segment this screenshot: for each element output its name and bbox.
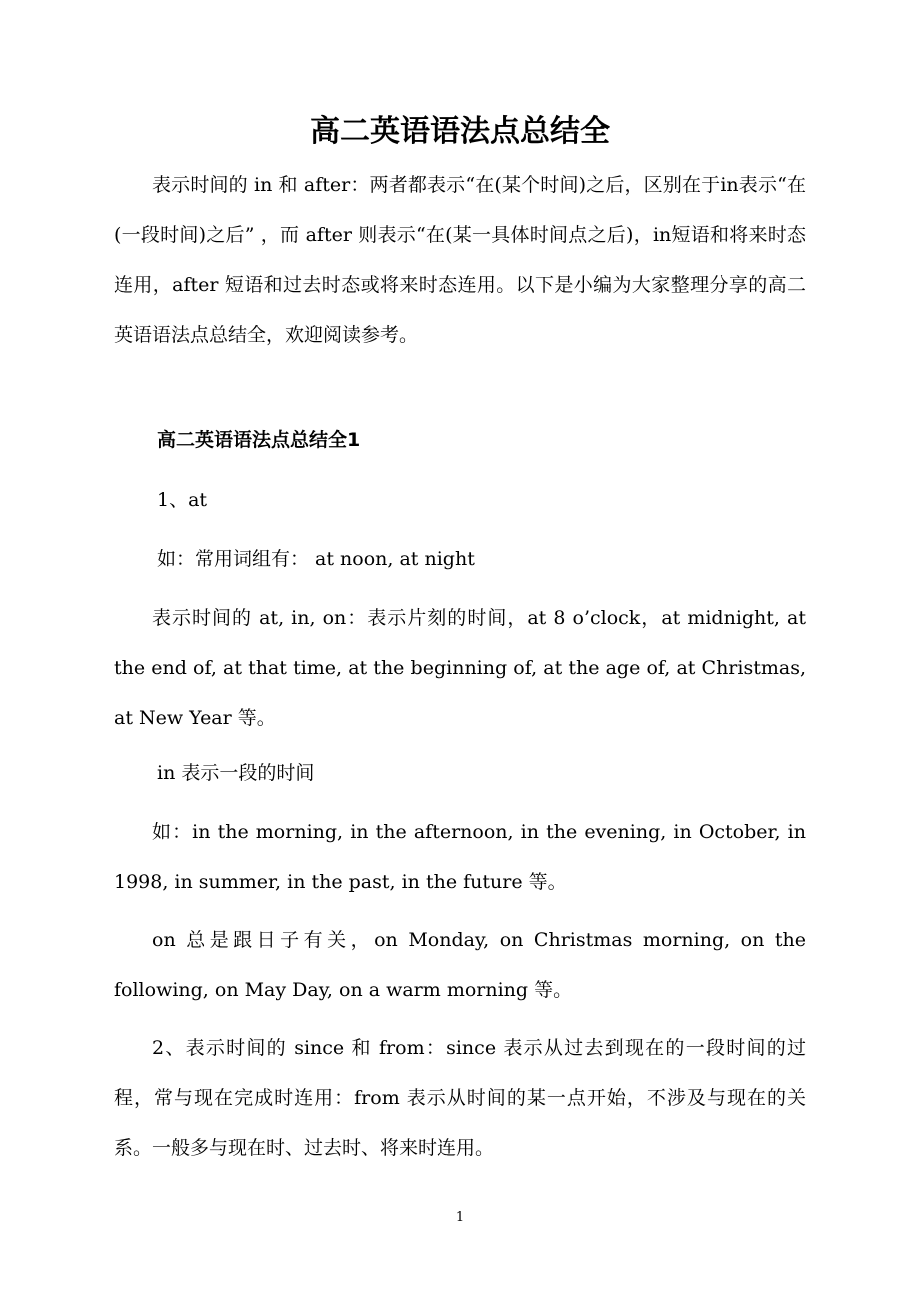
example-at-line: 如：常用词组有： at noon, at night bbox=[157, 548, 475, 570]
at-in-on-paragraph: 表示时间的 at, in, on：表示片刻的时间，at 8 o’clock，at midnight, at the end of, at that time, at the beginning of, at the age of, at Christmas, at New Year 等。 bbox=[114, 607, 806, 729]
page-number: 1 bbox=[455, 1210, 465, 1225]
section-heading: 高二英语语法点总结全1 bbox=[157, 429, 361, 451]
since-from-paragraph: 2、表示时间的 since 和 from：since 表示从过去到现在的一段时间的过程，常与现在完成时连用：from 表示从时间的某一点开始，不涉及与现在的关系。一般多与现在时、过去时、将来时连用。 bbox=[114, 1037, 806, 1159]
in-label-line: in 表示一段的时间 bbox=[157, 762, 315, 784]
intro-paragraph: 表示时间的 in 和 after：两者都表示“在(某个时间)之后，区别在于in表示“在(一段时间)之后” ，而 after 则表示“在(某一具体时间点之后)，in短语和将来时态连用，after 短语和过去时态或将来时态连用。以下是小编为大家整理分享的高二英语语法点总结全，欢迎阅读参考。 bbox=[114, 174, 806, 346]
item-at-label: 1、at bbox=[157, 489, 208, 511]
on-paragraph: on 总是跟日子有关，on Monday, on Christmas morning, on the following, on May Day, on a warm morning 等。 bbox=[114, 929, 806, 1001]
in-examples-paragraph: 如：in the morning, in the afternoon, in the evening, in October, in 1998, in summer, in the past, in the future 等。 bbox=[114, 821, 806, 893]
document-title: 高二英语语法点总结全 bbox=[310, 114, 610, 149]
